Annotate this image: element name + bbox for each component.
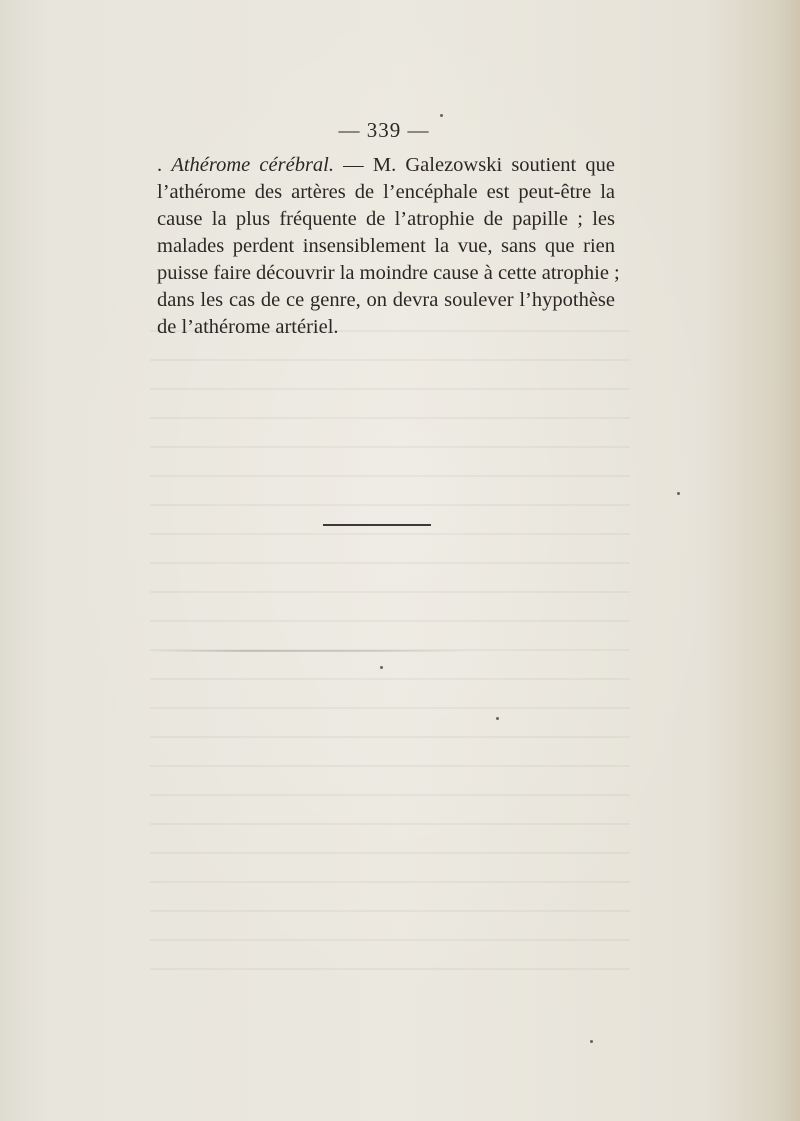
section-heading: Athérome cérébral. — [171, 154, 334, 176]
lead-in: . — [157, 154, 172, 176]
paragraph-line-3: cause la plus fréquente de l’atrophie de papille ; les — [157, 208, 615, 230]
paragraph-line-6: dans les cas de ce genre, on devra soulever l’hypothèse — [157, 289, 615, 311]
page-number: — 339 — — [338, 118, 430, 142]
page-crease — [150, 650, 470, 652]
paragraph-line-4: malades perdent insensiblement la vue, sans que rien — [157, 235, 615, 257]
paragraph-line-7: de l’athérome artériel. — [157, 316, 339, 338]
line-text: — M. Galezowski soutient que — [334, 154, 616, 176]
ink-speck — [440, 114, 443, 117]
ink-speck — [496, 717, 499, 720]
show-through-text — [150, 330, 630, 980]
body-paragraph — [157, 152, 620, 341]
paragraph-line-1 — [157, 152, 615, 179]
paragraph-line-5: puisse faire découvrir la moindre cause à cette atrophie ; — [157, 262, 620, 284]
ink-speck — [590, 1040, 593, 1043]
ink-speck — [380, 666, 383, 669]
end-rule — [323, 524, 431, 526]
paragraph-line-2: l’athérome des artères de l’encéphale est peut-être la — [157, 181, 615, 203]
ink-speck — [677, 492, 680, 495]
